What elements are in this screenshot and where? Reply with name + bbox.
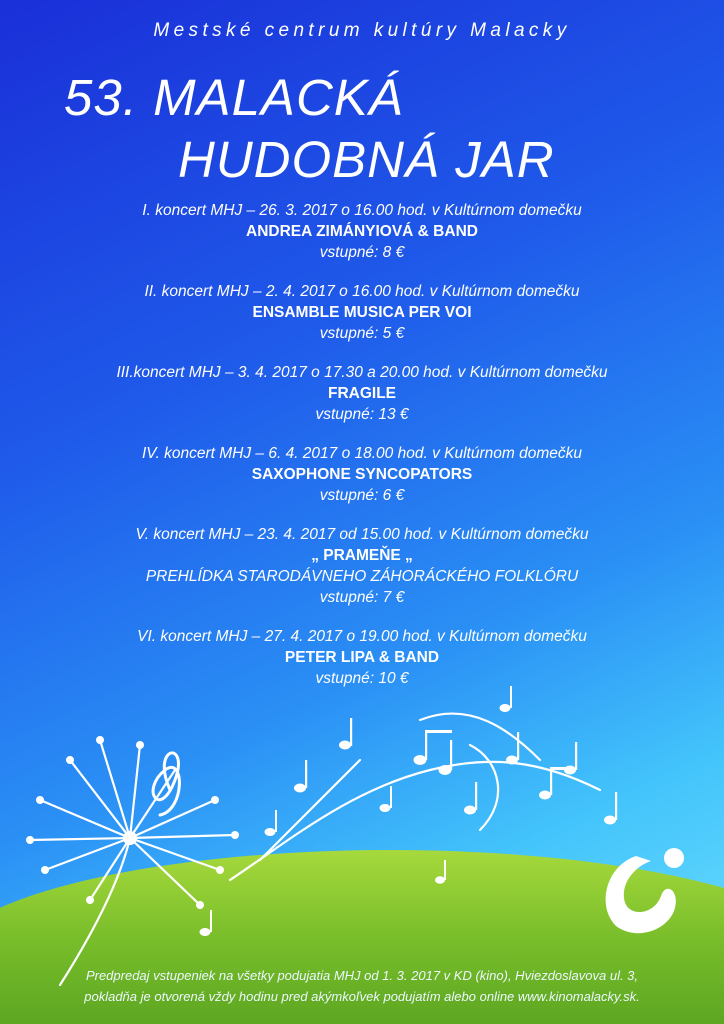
concert-date-line: II. koncert MHJ – 2. 4. 2017 o 16.00 hod. v Kultúrnom domečku: [144, 283, 580, 300]
concert-performer: FRAGILE: [327, 385, 397, 402]
concert-date-line: I. koncert MHJ – 26. 3. 2017 o 16.00 hod. v Kultúrnom domečku: [142, 202, 582, 219]
concert-performer: SAXOPHONE SYNCOPATORS: [251, 466, 473, 483]
concert-fee: vstupné: 6 €: [319, 487, 405, 504]
concert-fee: vstupné: 10 €: [315, 670, 409, 687]
concert-fee: vstupné: 7 €: [319, 589, 405, 606]
concert-4: [0, 443, 724, 506]
concert-performer: PETER LIPA & BAND: [284, 649, 440, 666]
concert-date-line: IV. koncert MHJ – 6. 4. 2017 o 18.00 hod. v Kultúrnom domečku: [142, 445, 582, 462]
concert-fee: vstupné: 13 €: [315, 406, 409, 423]
presale-info-line-2: pokladňa je otvorená vždy hodinu pred akýmkoľvek podujatím alebo online www.kinomalacky.sk.: [84, 989, 640, 1004]
concert-3: [0, 362, 724, 425]
concert-2: [0, 281, 724, 344]
concert-performer: ENSAMBLE MUSICA PER VOI: [252, 304, 472, 321]
concert-list: [0, 200, 724, 707]
concert-date-line: VI. koncert MHJ – 27. 4. 2017 o 19.00 hod. v Kultúrnom domečku: [137, 628, 587, 645]
mck-malacky-logo: [596, 836, 696, 946]
concert-1: [0, 200, 724, 263]
concert-date-line: V. koncert MHJ – 23. 4. 2017 od 15.00 hod. v Kultúrnom domečku: [135, 526, 589, 543]
concert-6: [0, 626, 724, 689]
concert-5: [0, 524, 724, 608]
presale-info: [0, 965, 724, 1007]
concert-fee: vstupné: 5 €: [319, 325, 405, 342]
concert-subtitle: PREHLÍDKA STARODÁVNEHO ZÁHORÁCKÉHO FOLKLÓRU: [145, 568, 579, 585]
festival-title-line-1: 53. MALACKÁ: [64, 69, 404, 126]
organization-name: Mestské centrum kultúry Malacky: [153, 20, 571, 41]
concert-performer: ANDREA ZIMÁNYIOVÁ & BAND: [246, 223, 478, 240]
concert-date-line: III.koncert MHJ – 3. 4. 2017 o 17.30 a 20.00 hod. v Kultúrnom domečku: [116, 364, 608, 381]
festival-title-line-2: HUDOBNÁ JAR: [178, 131, 555, 188]
concert-performer: „ PRAMEŇE „: [311, 547, 413, 564]
presale-info-line-1: Predpredaj vstupeniek na všetky podujatia MHJ od 1. 3. 2017 v KD (kino), Hviezdoslavova ul. 3,: [85, 968, 639, 983]
concert-fee: vstupné: 8 €: [319, 244, 405, 261]
